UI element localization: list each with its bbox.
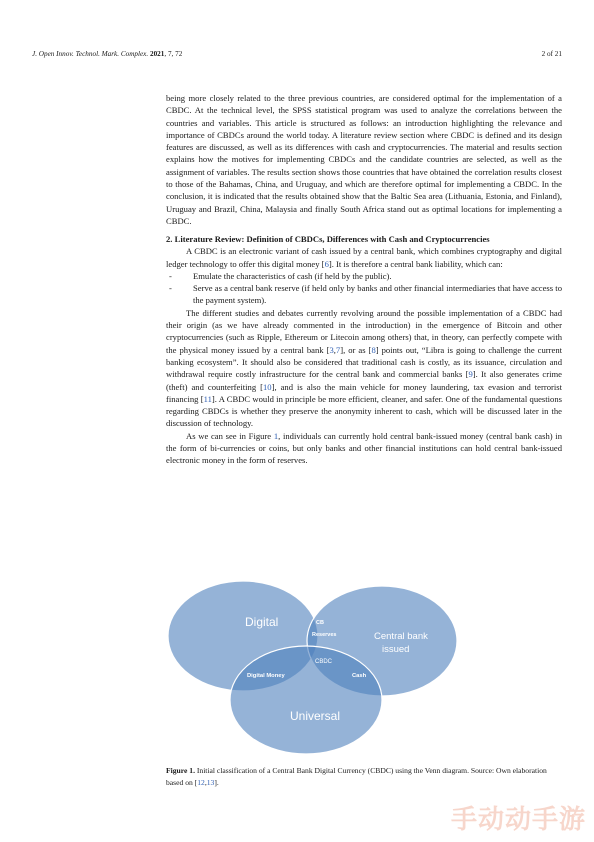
text-run: , <box>333 344 336 355</box>
caption-label: Figure 1. <box>166 766 195 775</box>
text-run: As we can see in Figure <box>186 430 274 441</box>
citation-link[interactable]: 12 <box>197 778 205 787</box>
journal-citation <box>32 50 182 58</box>
text-run: ], or as [ <box>340 344 372 355</box>
figure-link[interactable]: 1 <box>273 430 279 441</box>
paragraph-figure-ref <box>166 430 562 467</box>
text-run: The different studies and debates currently revolving around the possible implementation of a CBDC had their origin (as we have already commented in the introduction) in the emergence of Bitcoin and other cryptocurrencies (such as Ripple, Ethereum or Litecoin among others) that, in theory, can perfectly compete with the physical money issued by a central bank [ <box>166 307 562 355</box>
venn-diagram <box>160 578 480 758</box>
section-heading: 2. Literature Review: Definition of CBDCs, Differences with Cash and Cryptocurrencies <box>166 234 490 245</box>
label-reserves: Reserves <box>312 632 337 638</box>
label-digital-money: Digital Money <box>247 673 285 679</box>
text-run: A CBDC is an electronic variant of cash issued by a central bank, which combines cryptography and digital ledger technology to offer this digital money [ <box>166 246 562 269</box>
text-run: ] points out, “Libra is going to challenge the current banking ecosystem”. It should also be considered that traditional cash is costly, as its issuance, circulation and withdrawal require costly infrastructure for the central bank and commercial banks [ <box>166 344 562 380</box>
paragraph-definition <box>166 245 562 270</box>
page-number: 2 of 21 <box>541 50 562 58</box>
text-run: ], and is also the main vehicle for money laundering, tax evasion and terrorist financing [ <box>166 381 562 404</box>
label-central-bank: Central bank <box>374 631 428 642</box>
body-text <box>166 92 562 467</box>
text-run: ]. <box>214 778 219 787</box>
paragraph-intro: being more closely related to the three previous countries, are considered optimal for the implementation of a CBDC. At the technical level, the SPSS statistical program was used to analyze the correlations between the countries and variables. This article is structured as follows: an introduction highlighting the relevance and importance of CBDCs around the world today. A literature review section where CBDC is defined and its design features are discussed, as well as its differences with cash and cryptocurrencies. The material and results section explains how the motives for implementing CBDCs and the candidate countries are selected, as well as the assignment of variables. The results section shows those countries that have obtained the correlation results closest to those of the Bahamas, China, and Uruguay, and which are therefore optimal for implementing a CBDC. In the conclusion, it is indicated that the results obtained show that the Baltic Sea area (Lithuania, Estonia, and Finland), Uruguay and Brazil, China, Malaysia and finally South Africa stand out as optimal locations for implementing a CBDC. <box>166 93 562 226</box>
running-header <box>32 50 562 58</box>
caption-text: Initial classification of a Central Bank Digital Currency (CBDC) using the Venn diagram. Source: Own elaboration based on [ <box>166 766 547 787</box>
text-run: , <box>204 778 207 787</box>
label-cash: Cash <box>352 673 367 679</box>
label-cbdc: CBDC <box>315 659 333 665</box>
citation-link[interactable]: 7 <box>335 344 341 355</box>
citation-link[interactable]: 13 <box>206 778 215 787</box>
bullet-list <box>166 270 562 307</box>
paragraph-studies <box>166 307 562 430</box>
watermark-logo: 手动动手游 <box>450 805 586 835</box>
citation-link[interactable]: 9 <box>468 369 473 380</box>
text-run: ]. It also generates crime (theft) and counterfeiting [ <box>166 369 562 392</box>
label-digital: Digital <box>245 615 279 629</box>
citation-link[interactable]: 8 <box>371 344 376 355</box>
journal-name: J. Open Innov. Technol. Mark. Complex. <box>32 50 149 58</box>
label-cb: CB <box>316 620 324 626</box>
list-item: - Emulate the characteristics of cash (if held by the public). <box>166 270 562 282</box>
citation-link[interactable]: 3 <box>329 344 334 355</box>
label-central-bank-issued: issued <box>382 644 410 655</box>
journal-year: 2021 <box>149 50 165 58</box>
citation-link[interactable]: 10 <box>263 381 272 392</box>
list-item: - Serve as a central bank reserve (if held only by banks and other financial intermediaries that have access to the payment system). <box>166 282 562 307</box>
figure-caption <box>166 765 562 789</box>
citation-link[interactable]: 6 <box>324 258 329 269</box>
circle-universal <box>230 646 382 754</box>
journal-volume: , 7, 72 <box>164 50 183 58</box>
text-run: , individuals can currently hold central bank-issued money (central bank cash) in the form of bi-currencies or coins, but only banks and other financial institutions can hold central bank-issued electronic money in the form of reserves. <box>166 430 562 466</box>
citation-link[interactable]: 11 <box>203 393 212 404</box>
label-universal: Universal <box>290 709 341 723</box>
text-run: ]. It is therefore a central bank liability, which can: <box>328 258 503 269</box>
text-run: ]. A CBDC would in principle be more efficient, cleaner, and safer. One of the fundamental questions regarding CBDCs is whether they preserve the anonymity inherent to cash, which will be discussed later in the discussion of technology. <box>166 393 562 429</box>
